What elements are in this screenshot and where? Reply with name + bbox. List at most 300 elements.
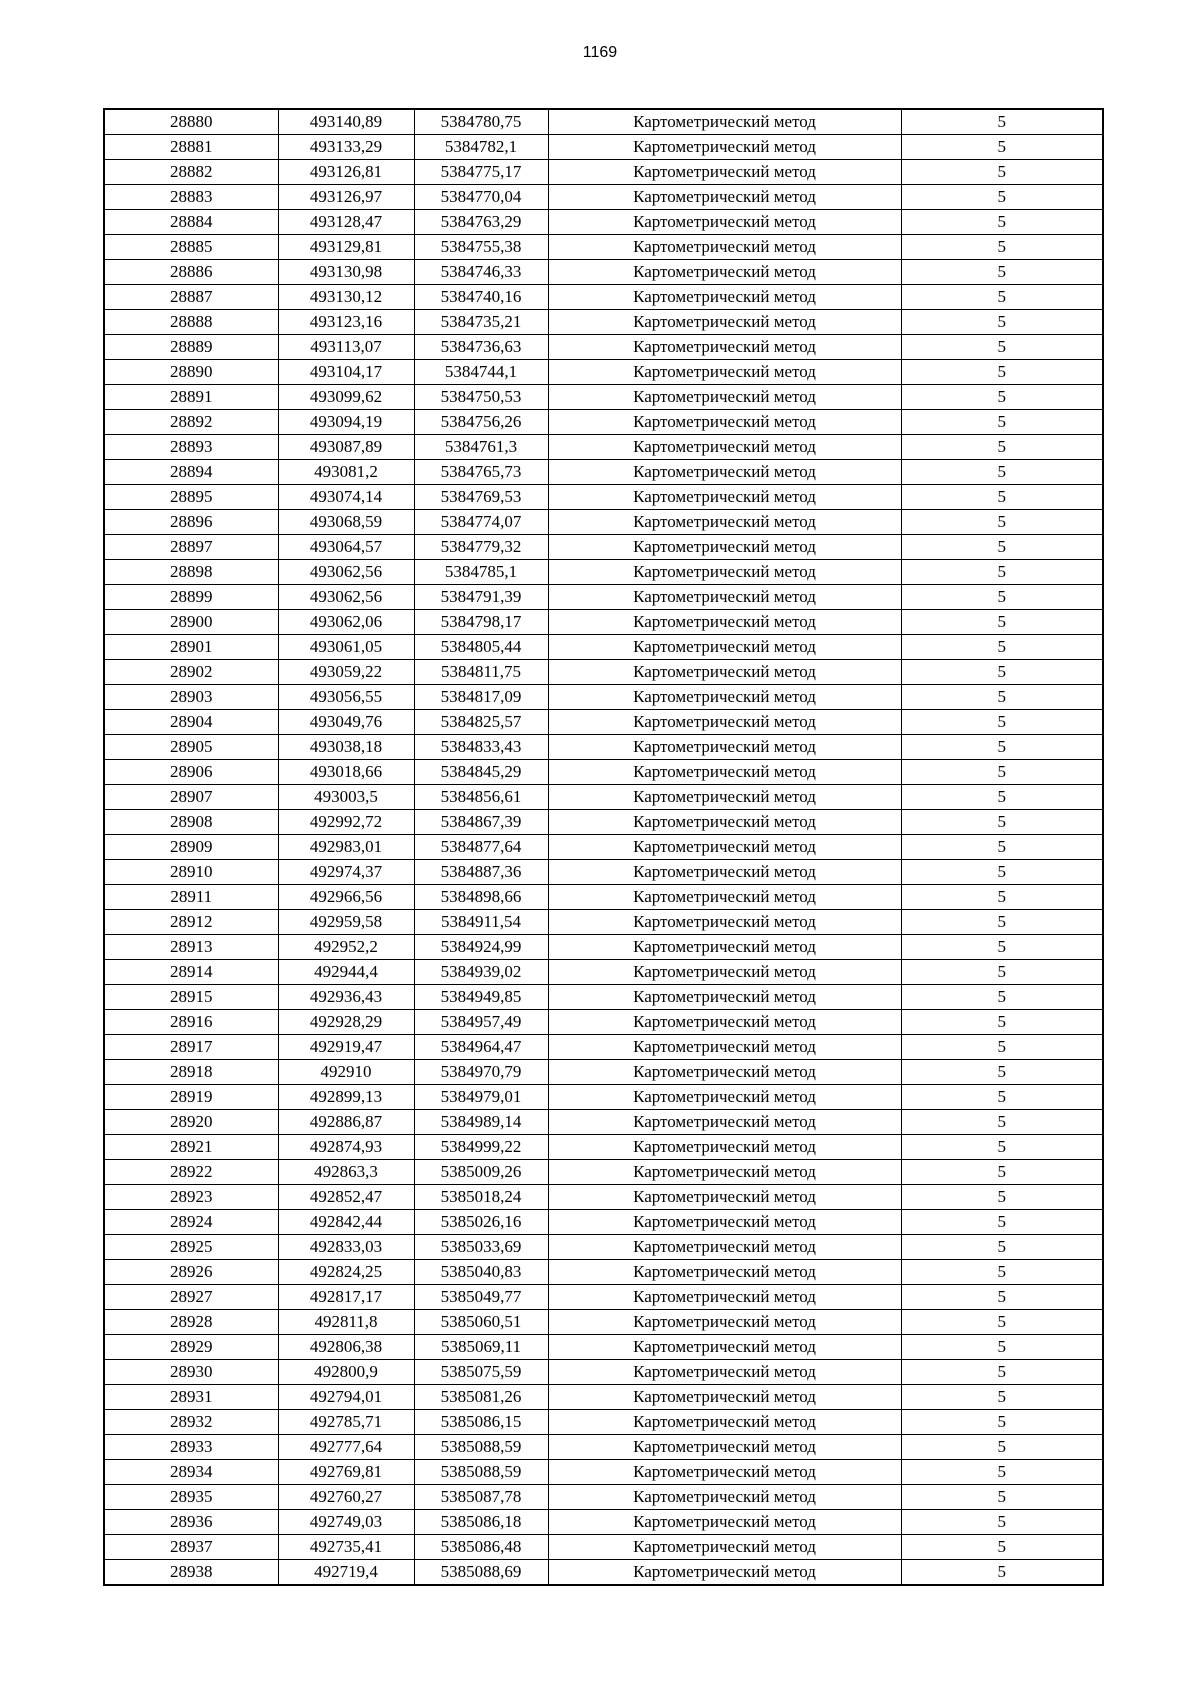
x-coordinate-cell: 492910 xyxy=(278,1060,414,1085)
method-cell: Картометрический метод xyxy=(548,785,901,810)
accuracy-cell: 5 xyxy=(901,1135,1103,1160)
accuracy-cell: 5 xyxy=(901,860,1103,885)
x-coordinate-cell: 492719,4 xyxy=(278,1560,414,1586)
y-coordinate-cell: 5384911,54 xyxy=(414,910,548,935)
accuracy-cell: 5 xyxy=(901,835,1103,860)
method-cell: Картометрический метод xyxy=(548,1560,901,1586)
y-coordinate-cell: 5384735,21 xyxy=(414,310,548,335)
page-number: 1169 xyxy=(582,44,618,61)
table-row xyxy=(104,1410,1103,1435)
x-coordinate-cell: 493094,19 xyxy=(278,410,414,435)
method-cell: Картометрический метод xyxy=(548,1010,901,1035)
accuracy-cell: 5 xyxy=(901,585,1103,610)
x-coordinate-cell: 492919,47 xyxy=(278,1035,414,1060)
method-cell: Картометрический метод xyxy=(548,1185,901,1210)
accuracy-cell: 5 xyxy=(901,1085,1103,1110)
point-number-cell: 28902 xyxy=(104,660,278,685)
point-number-cell: 28926 xyxy=(104,1260,278,1285)
table-row xyxy=(104,810,1103,835)
y-coordinate-cell: 5385086,48 xyxy=(414,1535,548,1560)
table-row xyxy=(104,235,1103,260)
accuracy-cell: 5 xyxy=(901,660,1103,685)
x-coordinate-cell: 493087,89 xyxy=(278,435,414,460)
method-cell: Картометрический метод xyxy=(548,335,901,360)
accuracy-cell: 5 xyxy=(901,560,1103,585)
table-row xyxy=(104,335,1103,360)
y-coordinate-cell: 5384775,17 xyxy=(414,160,548,185)
accuracy-cell: 5 xyxy=(901,885,1103,910)
table-row xyxy=(104,860,1103,885)
method-cell: Картометрический метод xyxy=(548,1360,901,1385)
method-cell: Картометрический метод xyxy=(548,410,901,435)
point-number-cell: 28916 xyxy=(104,1010,278,1035)
x-coordinate-cell: 492874,93 xyxy=(278,1135,414,1160)
method-cell: Картометрический метод xyxy=(548,960,901,985)
method-cell: Картометрический метод xyxy=(548,210,901,235)
accuracy-cell: 5 xyxy=(901,185,1103,210)
method-cell: Картометрический метод xyxy=(548,109,901,135)
table-row xyxy=(104,560,1103,585)
point-number-cell: 28886 xyxy=(104,260,278,285)
accuracy-cell: 5 xyxy=(901,385,1103,410)
accuracy-cell: 5 xyxy=(901,235,1103,260)
method-cell: Картометрический метод xyxy=(548,1535,901,1560)
method-cell: Картометрический метод xyxy=(548,735,901,760)
point-number-cell: 28934 xyxy=(104,1460,278,1485)
method-cell: Картометрический метод xyxy=(548,560,901,585)
method-cell: Картометрический метод xyxy=(548,1510,901,1535)
accuracy-cell: 5 xyxy=(901,535,1103,560)
x-coordinate-cell: 492794,01 xyxy=(278,1385,414,1410)
x-coordinate-cell: 493059,22 xyxy=(278,660,414,685)
accuracy-cell: 5 xyxy=(901,1310,1103,1335)
y-coordinate-cell: 5384817,09 xyxy=(414,685,548,710)
y-coordinate-cell: 5384761,3 xyxy=(414,435,548,460)
accuracy-cell: 5 xyxy=(901,760,1103,785)
table-row xyxy=(104,1335,1103,1360)
method-cell: Картометрический метод xyxy=(548,310,901,335)
x-coordinate-cell: 493140,89 xyxy=(278,109,414,135)
y-coordinate-cell: 5384750,53 xyxy=(414,385,548,410)
point-number-cell: 28932 xyxy=(104,1410,278,1435)
point-number-cell: 28892 xyxy=(104,410,278,435)
method-cell: Картометрический метод xyxy=(548,535,901,560)
point-number-cell: 28882 xyxy=(104,160,278,185)
table-row xyxy=(104,510,1103,535)
accuracy-cell: 5 xyxy=(901,510,1103,535)
x-coordinate-cell: 492899,13 xyxy=(278,1085,414,1110)
table-row xyxy=(104,410,1103,435)
point-number-cell: 28880 xyxy=(104,109,278,135)
x-coordinate-cell: 493126,81 xyxy=(278,160,414,185)
point-number-cell: 28933 xyxy=(104,1435,278,1460)
y-coordinate-cell: 5384746,33 xyxy=(414,260,548,285)
y-coordinate-cell: 5384756,26 xyxy=(414,410,548,435)
accuracy-cell: 5 xyxy=(901,1535,1103,1560)
table-row xyxy=(104,1010,1103,1035)
method-cell: Картометрический метод xyxy=(548,1485,901,1510)
y-coordinate-cell: 5385026,16 xyxy=(414,1210,548,1235)
accuracy-cell: 5 xyxy=(901,435,1103,460)
point-number-cell: 28912 xyxy=(104,910,278,935)
y-coordinate-cell: 5384939,02 xyxy=(414,960,548,985)
accuracy-cell: 5 xyxy=(901,1285,1103,1310)
y-coordinate-cell: 5384769,53 xyxy=(414,485,548,510)
y-coordinate-cell: 5384798,17 xyxy=(414,610,548,635)
accuracy-cell: 5 xyxy=(901,785,1103,810)
method-cell: Картометрический метод xyxy=(548,710,901,735)
accuracy-cell: 5 xyxy=(901,1510,1103,1535)
point-number-cell: 28903 xyxy=(104,685,278,710)
table-row xyxy=(104,160,1103,185)
accuracy-cell: 5 xyxy=(901,335,1103,360)
method-cell: Картометрический метод xyxy=(548,1460,901,1485)
x-coordinate-cell: 492811,8 xyxy=(278,1310,414,1335)
point-number-cell: 28883 xyxy=(104,185,278,210)
method-cell: Картометрический метод xyxy=(548,1210,901,1235)
x-coordinate-cell: 493126,97 xyxy=(278,185,414,210)
y-coordinate-cell: 5384774,07 xyxy=(414,510,548,535)
x-coordinate-cell: 493056,55 xyxy=(278,685,414,710)
x-coordinate-cell: 493081,2 xyxy=(278,460,414,485)
method-cell: Картометрический метод xyxy=(548,1410,901,1435)
y-coordinate-cell: 5384833,43 xyxy=(414,735,548,760)
x-coordinate-cell: 492842,44 xyxy=(278,1210,414,1235)
y-coordinate-cell: 5384755,38 xyxy=(414,235,548,260)
point-number-cell: 28938 xyxy=(104,1560,278,1586)
accuracy-cell: 5 xyxy=(901,1385,1103,1410)
method-cell: Картометрический метод xyxy=(548,1085,901,1110)
table-row xyxy=(104,109,1103,135)
method-cell: Картометрический метод xyxy=(548,1110,901,1135)
method-cell: Картометрический метод xyxy=(548,160,901,185)
x-coordinate-cell: 492992,72 xyxy=(278,810,414,835)
method-cell: Картометрический метод xyxy=(548,510,901,535)
point-number-cell: 28895 xyxy=(104,485,278,510)
table-row xyxy=(104,1510,1103,1535)
table-row xyxy=(104,835,1103,860)
x-coordinate-cell: 492983,01 xyxy=(278,835,414,860)
method-cell: Картометрический метод xyxy=(548,1235,901,1260)
y-coordinate-cell: 5384989,14 xyxy=(414,1110,548,1135)
y-coordinate-cell: 5384744,1 xyxy=(414,360,548,385)
method-cell: Картометрический метод xyxy=(548,810,901,835)
table-row xyxy=(104,1535,1103,1560)
method-cell: Картометрический метод xyxy=(548,285,901,310)
accuracy-cell: 5 xyxy=(901,1235,1103,1260)
point-number-cell: 28910 xyxy=(104,860,278,885)
accuracy-cell: 5 xyxy=(901,1110,1103,1135)
accuracy-cell: 5 xyxy=(901,1060,1103,1085)
y-coordinate-cell: 5385088,59 xyxy=(414,1460,548,1485)
table-row xyxy=(104,910,1103,935)
y-coordinate-cell: 5384964,47 xyxy=(414,1035,548,1060)
method-cell: Картометрический метод xyxy=(548,1260,901,1285)
accuracy-cell: 5 xyxy=(901,1010,1103,1035)
point-number-cell: 28918 xyxy=(104,1060,278,1085)
point-number-cell: 28921 xyxy=(104,1135,278,1160)
table-row xyxy=(104,1260,1103,1285)
x-coordinate-cell: 492852,47 xyxy=(278,1185,414,1210)
method-cell: Картометрический метод xyxy=(548,360,901,385)
y-coordinate-cell: 5385018,24 xyxy=(414,1185,548,1210)
y-coordinate-cell: 5384856,61 xyxy=(414,785,548,810)
method-cell: Картометрический метод xyxy=(548,1310,901,1335)
accuracy-cell: 5 xyxy=(901,910,1103,935)
y-coordinate-cell: 5384736,63 xyxy=(414,335,548,360)
point-number-cell: 28914 xyxy=(104,960,278,985)
x-coordinate-cell: 492936,43 xyxy=(278,985,414,1010)
table-row xyxy=(104,710,1103,735)
accuracy-cell: 5 xyxy=(901,1435,1103,1460)
point-number-cell: 28917 xyxy=(104,1035,278,1060)
accuracy-cell: 5 xyxy=(901,1485,1103,1510)
x-coordinate-cell: 493123,16 xyxy=(278,310,414,335)
y-coordinate-cell: 5385086,15 xyxy=(414,1410,548,1435)
y-coordinate-cell: 5384957,49 xyxy=(414,1010,548,1035)
table-row xyxy=(104,360,1103,385)
y-coordinate-cell: 5385088,69 xyxy=(414,1560,548,1586)
accuracy-cell: 5 xyxy=(901,210,1103,235)
table-row xyxy=(104,1385,1103,1410)
accuracy-cell: 5 xyxy=(901,285,1103,310)
method-cell: Картометрический метод xyxy=(548,435,901,460)
method-cell: Картометрический метод xyxy=(548,1035,901,1060)
accuracy-cell: 5 xyxy=(901,710,1103,735)
accuracy-cell: 5 xyxy=(901,160,1103,185)
x-coordinate-cell: 493128,47 xyxy=(278,210,414,235)
x-coordinate-cell: 493061,05 xyxy=(278,635,414,660)
y-coordinate-cell: 5384805,44 xyxy=(414,635,548,660)
point-number-cell: 28929 xyxy=(104,1335,278,1360)
x-coordinate-cell: 492785,71 xyxy=(278,1410,414,1435)
method-cell: Картометрический метод xyxy=(548,985,901,1010)
y-coordinate-cell: 5385075,59 xyxy=(414,1360,548,1385)
point-number-cell: 28889 xyxy=(104,335,278,360)
point-number-cell: 28906 xyxy=(104,760,278,785)
method-cell: Картометрический метод xyxy=(548,1335,901,1360)
accuracy-cell: 5 xyxy=(901,135,1103,160)
x-coordinate-cell: 493130,12 xyxy=(278,285,414,310)
table-row xyxy=(104,1310,1103,1335)
accuracy-cell: 5 xyxy=(901,1335,1103,1360)
x-coordinate-cell: 492800,9 xyxy=(278,1360,414,1385)
point-number-cell: 28896 xyxy=(104,510,278,535)
y-coordinate-cell: 5384999,22 xyxy=(414,1135,548,1160)
x-coordinate-cell: 492824,25 xyxy=(278,1260,414,1285)
x-coordinate-cell: 493062,56 xyxy=(278,585,414,610)
method-cell: Картометрический метод xyxy=(548,1435,901,1460)
y-coordinate-cell: 5384887,36 xyxy=(414,860,548,885)
y-coordinate-cell: 5384845,29 xyxy=(414,760,548,785)
accuracy-cell: 5 xyxy=(901,460,1103,485)
method-cell: Картометрический метод xyxy=(548,910,901,935)
accuracy-cell: 5 xyxy=(901,410,1103,435)
accuracy-cell: 5 xyxy=(901,485,1103,510)
point-number-cell: 28891 xyxy=(104,385,278,410)
point-number-cell: 28927 xyxy=(104,1285,278,1310)
x-coordinate-cell: 493129,81 xyxy=(278,235,414,260)
x-coordinate-cell: 492959,58 xyxy=(278,910,414,935)
table-row xyxy=(104,1110,1103,1135)
x-coordinate-cell: 492952,2 xyxy=(278,935,414,960)
table-row xyxy=(104,585,1103,610)
y-coordinate-cell: 5384763,29 xyxy=(414,210,548,235)
accuracy-cell: 5 xyxy=(901,810,1103,835)
table-row xyxy=(104,635,1103,660)
accuracy-cell: 5 xyxy=(901,935,1103,960)
x-coordinate-cell: 493074,14 xyxy=(278,485,414,510)
point-number-cell: 28894 xyxy=(104,460,278,485)
y-coordinate-cell: 5384877,64 xyxy=(414,835,548,860)
point-number-cell: 28920 xyxy=(104,1110,278,1135)
y-coordinate-cell: 5384765,73 xyxy=(414,460,548,485)
point-number-cell: 28890 xyxy=(104,360,278,385)
accuracy-cell: 5 xyxy=(901,1185,1103,1210)
y-coordinate-cell: 5385086,18 xyxy=(414,1510,548,1535)
point-number-cell: 28919 xyxy=(104,1085,278,1110)
y-coordinate-cell: 5384970,79 xyxy=(414,1060,548,1085)
accuracy-cell: 5 xyxy=(901,1360,1103,1385)
y-coordinate-cell: 5384740,16 xyxy=(414,285,548,310)
y-coordinate-cell: 5384770,04 xyxy=(414,185,548,210)
point-number-cell: 28908 xyxy=(104,810,278,835)
y-coordinate-cell: 5385060,51 xyxy=(414,1310,548,1335)
table-row xyxy=(104,1160,1103,1185)
y-coordinate-cell: 5384782,1 xyxy=(414,135,548,160)
table-row xyxy=(104,1135,1103,1160)
x-coordinate-cell: 493104,17 xyxy=(278,360,414,385)
table-row xyxy=(104,485,1103,510)
x-coordinate-cell: 492928,29 xyxy=(278,1010,414,1035)
method-cell: Картометрический метод xyxy=(548,135,901,160)
point-number-cell: 28904 xyxy=(104,710,278,735)
method-cell: Картометрический метод xyxy=(548,760,901,785)
x-coordinate-cell: 492944,4 xyxy=(278,960,414,985)
accuracy-cell: 5 xyxy=(901,310,1103,335)
y-coordinate-cell: 5385040,83 xyxy=(414,1260,548,1285)
y-coordinate-cell: 5384779,32 xyxy=(414,535,548,560)
x-coordinate-cell: 492974,37 xyxy=(278,860,414,885)
table-row xyxy=(104,135,1103,160)
table-row xyxy=(104,610,1103,635)
table-row xyxy=(104,685,1103,710)
table-row xyxy=(104,1485,1103,1510)
method-cell: Картометрический метод xyxy=(548,885,901,910)
table-row xyxy=(104,1435,1103,1460)
point-number-cell: 28913 xyxy=(104,935,278,960)
point-number-cell: 28887 xyxy=(104,285,278,310)
point-number-cell: 28937 xyxy=(104,1535,278,1560)
table-row xyxy=(104,885,1103,910)
coordinates-table xyxy=(103,108,1104,1586)
accuracy-cell: 5 xyxy=(901,685,1103,710)
y-coordinate-cell: 5384811,75 xyxy=(414,660,548,685)
point-number-cell: 28885 xyxy=(104,235,278,260)
y-coordinate-cell: 5384979,01 xyxy=(414,1085,548,1110)
accuracy-cell: 5 xyxy=(901,1460,1103,1485)
accuracy-cell: 5 xyxy=(901,260,1103,285)
table-row xyxy=(104,960,1103,985)
table-row xyxy=(104,1235,1103,1260)
x-coordinate-cell: 492769,81 xyxy=(278,1460,414,1485)
method-cell: Картометрический метод xyxy=(548,385,901,410)
table-row xyxy=(104,435,1103,460)
x-coordinate-cell: 493062,56 xyxy=(278,560,414,585)
table-row xyxy=(104,1210,1103,1235)
y-coordinate-cell: 5384867,39 xyxy=(414,810,548,835)
y-coordinate-cell: 5384825,57 xyxy=(414,710,548,735)
point-number-cell: 28930 xyxy=(104,1360,278,1385)
accuracy-cell: 5 xyxy=(901,985,1103,1010)
point-number-cell: 28901 xyxy=(104,635,278,660)
x-coordinate-cell: 493113,07 xyxy=(278,335,414,360)
table-row xyxy=(104,310,1103,335)
accuracy-cell: 5 xyxy=(901,1260,1103,1285)
x-coordinate-cell: 492777,64 xyxy=(278,1435,414,1460)
table-row xyxy=(104,1060,1103,1085)
point-number-cell: 28905 xyxy=(104,735,278,760)
coordinates-table-body xyxy=(104,109,1103,1585)
point-number-cell: 28922 xyxy=(104,1160,278,1185)
accuracy-cell: 5 xyxy=(901,960,1103,985)
point-number-cell: 28925 xyxy=(104,1235,278,1260)
y-coordinate-cell: 5385049,77 xyxy=(414,1285,548,1310)
x-coordinate-cell: 493130,98 xyxy=(278,260,414,285)
method-cell: Картометрический метод xyxy=(548,935,901,960)
point-number-cell: 28911 xyxy=(104,885,278,910)
x-coordinate-cell: 493018,66 xyxy=(278,760,414,785)
table-row xyxy=(104,385,1103,410)
table-row xyxy=(104,985,1103,1010)
x-coordinate-cell: 493062,06 xyxy=(278,610,414,635)
point-number-cell: 28897 xyxy=(104,535,278,560)
accuracy-cell: 5 xyxy=(901,735,1103,760)
point-number-cell: 28898 xyxy=(104,560,278,585)
y-coordinate-cell: 5384785,1 xyxy=(414,560,548,585)
point-number-cell: 28884 xyxy=(104,210,278,235)
method-cell: Картометрический метод xyxy=(548,1135,901,1160)
method-cell: Картометрический метод xyxy=(548,460,901,485)
point-number-cell: 28923 xyxy=(104,1185,278,1210)
y-coordinate-cell: 5385009,26 xyxy=(414,1160,548,1185)
table-row xyxy=(104,1085,1103,1110)
table-row xyxy=(104,735,1103,760)
x-coordinate-cell: 492735,41 xyxy=(278,1535,414,1560)
method-cell: Картометрический метод xyxy=(548,835,901,860)
method-cell: Картометрический метод xyxy=(548,660,901,685)
table-row xyxy=(104,535,1103,560)
method-cell: Картометрический метод xyxy=(548,610,901,635)
point-number-cell: 28907 xyxy=(104,785,278,810)
accuracy-cell: 5 xyxy=(901,610,1103,635)
accuracy-cell: 5 xyxy=(901,1035,1103,1060)
y-coordinate-cell: 5384898,66 xyxy=(414,885,548,910)
point-number-cell: 28888 xyxy=(104,310,278,335)
table-row xyxy=(104,1035,1103,1060)
point-number-cell: 28928 xyxy=(104,1310,278,1335)
point-number-cell: 28935 xyxy=(104,1485,278,1510)
point-number-cell: 28900 xyxy=(104,610,278,635)
method-cell: Картометрический метод xyxy=(548,1060,901,1085)
accuracy-cell: 5 xyxy=(901,1160,1103,1185)
point-number-cell: 28915 xyxy=(104,985,278,1010)
x-coordinate-cell: 492886,87 xyxy=(278,1110,414,1135)
x-coordinate-cell: 493099,62 xyxy=(278,385,414,410)
point-number-cell: 28881 xyxy=(104,135,278,160)
table-row xyxy=(104,1185,1103,1210)
x-coordinate-cell: 493003,5 xyxy=(278,785,414,810)
